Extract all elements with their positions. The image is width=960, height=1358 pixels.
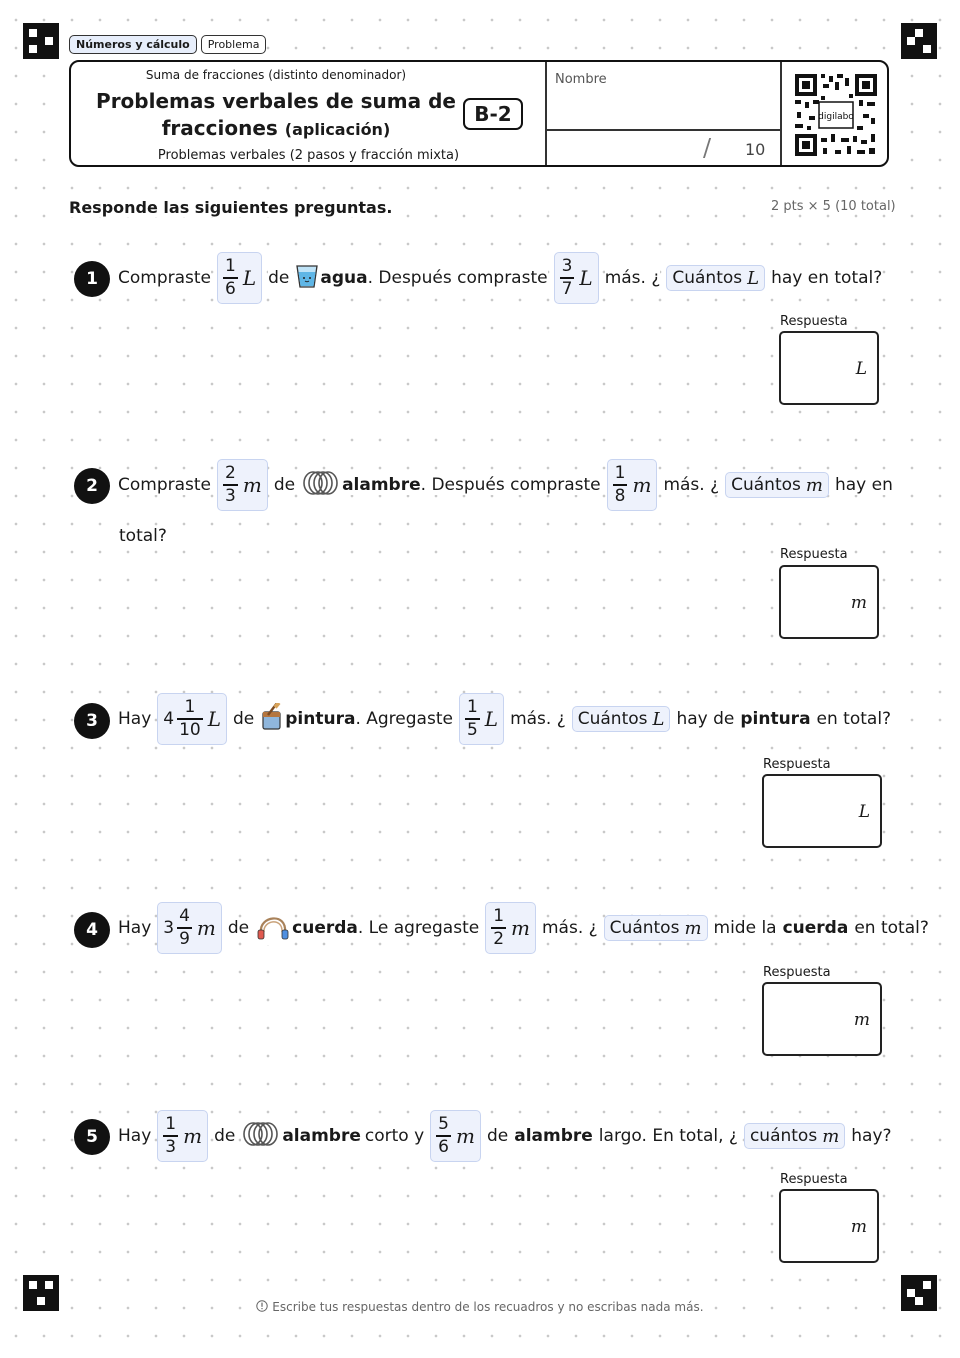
instructions: Responde las siguientes preguntas.: [69, 198, 393, 217]
score-max: 10: [745, 140, 766, 159]
title-suffix: (aplicación): [284, 120, 391, 139]
question-word: mide la: [713, 918, 777, 938]
unit-symbol: m: [805, 474, 823, 496]
question-3-text: [118, 693, 897, 745]
answer-unit: m: [850, 1217, 867, 1237]
question-keyword: cuántos: [749, 1126, 818, 1146]
fraction-box: [157, 902, 222, 954]
question-number: 3: [74, 703, 110, 739]
unit-symbol: L: [652, 708, 665, 730]
header-divider-qr: [780, 62, 782, 165]
question-word: hay?: [851, 1126, 892, 1146]
title-line-2: fracciones: [161, 116, 278, 140]
answer-label: Respuesta: [780, 547, 848, 562]
fraction-box: [554, 252, 599, 304]
item-name: alambre: [514, 1126, 593, 1146]
fraction-denominator: 5: [466, 719, 478, 740]
answer-box[interactable]: [762, 982, 882, 1056]
question-continuation: total?: [119, 526, 167, 546]
name-field-label: Nombre: [555, 72, 607, 87]
question-word: de: [233, 709, 255, 729]
fraction-denominator: 10: [179, 719, 201, 740]
unit-symbol: m: [242, 473, 262, 497]
answer-unit: m: [853, 1010, 870, 1030]
fraction: [163, 1114, 178, 1158]
fraction-box: [157, 1110, 208, 1162]
question-word: de: [214, 1126, 236, 1146]
question-word: Hay: [118, 709, 152, 729]
question-1-text: [118, 252, 888, 304]
fraction: [223, 463, 238, 507]
fraction-numerator: 1: [614, 463, 626, 484]
fraction-box: [217, 459, 268, 511]
fraction-denominator: 3: [165, 1136, 177, 1157]
answer-label: Respuesta: [763, 757, 831, 772]
fraction-denominator: 2: [493, 928, 505, 949]
answer-label: Respuesta: [763, 965, 831, 980]
fraction-box: [430, 1110, 481, 1162]
question-word: hay en total?: [771, 268, 883, 288]
fraction-denominator: 6: [225, 278, 236, 299]
question-word: . Le agregaste: [357, 918, 480, 938]
worksheet-code: B-2: [463, 98, 523, 130]
fraction: [223, 256, 238, 300]
corner-marker-top-right: [901, 23, 937, 59]
worksheet-header: [69, 60, 889, 167]
wire-coil-icon: [241, 1121, 281, 1147]
question-keyword-box: [744, 1123, 845, 1149]
question-keyword: Cuántos: [672, 268, 743, 288]
item-name: pintura: [285, 709, 356, 729]
unit-symbol: L: [207, 707, 222, 731]
fraction: [177, 906, 192, 950]
question-keyword-box: [666, 265, 765, 291]
fraction-denominator: 3: [225, 485, 236, 506]
footer-note: [0, 1300, 960, 1314]
question-word: Compraste: [118, 268, 212, 288]
unit-symbol: m: [456, 1124, 475, 1148]
answer-label: Respuesta: [780, 314, 848, 329]
item-name: cuerda: [292, 918, 358, 938]
question-keyword-box: [604, 915, 708, 941]
title-line-1: Problemas verbales de suma de: [96, 89, 456, 113]
question-word: Hay: [118, 1126, 152, 1146]
question-word: en total?: [816, 709, 892, 729]
fraction-numerator: 2: [225, 463, 236, 484]
item-name: pintura: [740, 709, 811, 729]
question-word: Compraste: [118, 475, 212, 495]
answer-unit: L: [855, 359, 867, 379]
question-word: corto y: [364, 1126, 425, 1146]
fraction-numerator: 1: [225, 256, 236, 277]
question-word: más. ¿: [542, 918, 598, 938]
jump-rope-icon: [255, 912, 291, 940]
fraction-denominator: 6: [438, 1136, 449, 1157]
answer-box[interactable]: [779, 331, 879, 405]
fraction: [613, 463, 628, 507]
question-word: más. ¿: [510, 709, 566, 729]
question-word: hay de: [676, 709, 735, 729]
question-word: Hay: [118, 918, 152, 938]
question-word: en total?: [854, 918, 929, 938]
question-keyword: Cuántos: [731, 475, 801, 495]
question-word: de: [486, 1126, 509, 1146]
item-name: agua: [320, 268, 368, 288]
question-word: . Después compraste: [420, 475, 601, 495]
fraction: [177, 697, 203, 741]
fraction-numerator: 1: [466, 697, 478, 718]
header-divider: [545, 62, 547, 165]
answer-box[interactable]: [762, 774, 882, 848]
question-word: de: [268, 268, 290, 288]
unit-symbol: m: [196, 916, 216, 940]
question-4-text: [118, 902, 935, 954]
fraction-box: [485, 902, 536, 954]
question-word: de: [227, 918, 250, 938]
fraction: [491, 906, 506, 950]
tag-row: [69, 35, 266, 54]
unit-symbol: L: [484, 707, 499, 731]
unit-symbol: m: [183, 1124, 203, 1148]
question-word: de: [273, 475, 296, 495]
answer-label: Respuesta: [780, 1172, 848, 1187]
unit-symbol: m: [684, 917, 702, 939]
question-word: más. ¿: [604, 268, 661, 288]
fraction-denominator: 7: [561, 278, 573, 299]
worksheet-title: [71, 88, 481, 143]
answer-box[interactable]: [779, 1189, 879, 1263]
fraction-whole: 3: [163, 918, 175, 938]
fraction-numerator: 4: [179, 906, 190, 927]
item-name: cuerda: [782, 918, 849, 938]
fraction-numerator: 1: [184, 697, 196, 718]
worksheet-subtitle: Suma de fracciones (distinto denominador): [145, 68, 407, 82]
question-word: hay en: [834, 475, 893, 495]
qr-code-icon: [793, 72, 879, 158]
fraction-box: [607, 459, 658, 511]
question-keyword-box: [725, 472, 829, 498]
question-5-text: [118, 1110, 898, 1162]
score-slash: /: [703, 134, 712, 162]
unit-symbol: m: [511, 916, 530, 940]
water-cup-icon: [295, 263, 319, 289]
fraction-box: [157, 693, 227, 745]
unit-symbol: L: [242, 266, 257, 290]
footer-text: Escribe tus respuestas dentro de los recuadros y no escribas nada más.: [272, 1300, 704, 1314]
question-keyword-box: [572, 706, 671, 732]
question-word: largo. En total, ¿: [598, 1126, 738, 1146]
info-icon: [256, 1300, 268, 1312]
unit-symbol: m: [632, 473, 652, 497]
fraction: [436, 1114, 451, 1158]
unit-symbol: L: [747, 267, 760, 289]
fraction-whole: 4: [163, 709, 175, 729]
question-number: 1: [74, 261, 110, 297]
fraction-denominator: 8: [614, 485, 626, 506]
qr-label: digilabo: [818, 112, 854, 122]
fraction-numerator: 1: [165, 1114, 177, 1135]
answer-unit: L: [858, 802, 870, 822]
question-2-text: [118, 459, 899, 511]
question-keyword: Cuántos: [577, 709, 648, 729]
wire-coil-icon: [301, 470, 341, 496]
fraction-numerator: 3: [561, 256, 573, 277]
question-number: 5: [74, 1119, 110, 1155]
corner-marker-top-left: [23, 23, 59, 59]
item-name: alambre: [282, 1126, 361, 1146]
fraction-box: [217, 252, 262, 304]
question-number: 4: [74, 912, 110, 948]
question-word: . Después compraste: [367, 268, 548, 288]
category-tag: Números y cálculo: [69, 35, 197, 54]
fraction-box: [459, 693, 504, 745]
fraction-numerator: 1: [493, 906, 505, 927]
answer-box[interactable]: [779, 565, 879, 639]
fraction-numerator: 5: [438, 1114, 449, 1135]
worksheet-footnote: Problemas verbales (2 pasos y fracción mixta): [157, 148, 460, 163]
points-info: 2 pts × 5 (10 total): [771, 199, 896, 214]
fraction: [465, 697, 480, 741]
unit-symbol: L: [579, 266, 593, 290]
question-number: 2: [74, 468, 110, 504]
question-keyword: Cuántos: [609, 918, 680, 938]
question-word: . Agregaste: [355, 709, 453, 729]
header-divider-horizontal: [545, 129, 781, 131]
answer-unit: m: [850, 593, 867, 613]
unit-symbol: m: [822, 1125, 840, 1147]
fraction: [560, 256, 575, 300]
question-word: más. ¿: [663, 475, 720, 495]
paint-can-icon: [260, 703, 284, 731]
fraction-denominator: 9: [179, 928, 190, 949]
type-tag: Problema: [201, 35, 267, 54]
item-name: alambre: [342, 475, 421, 495]
